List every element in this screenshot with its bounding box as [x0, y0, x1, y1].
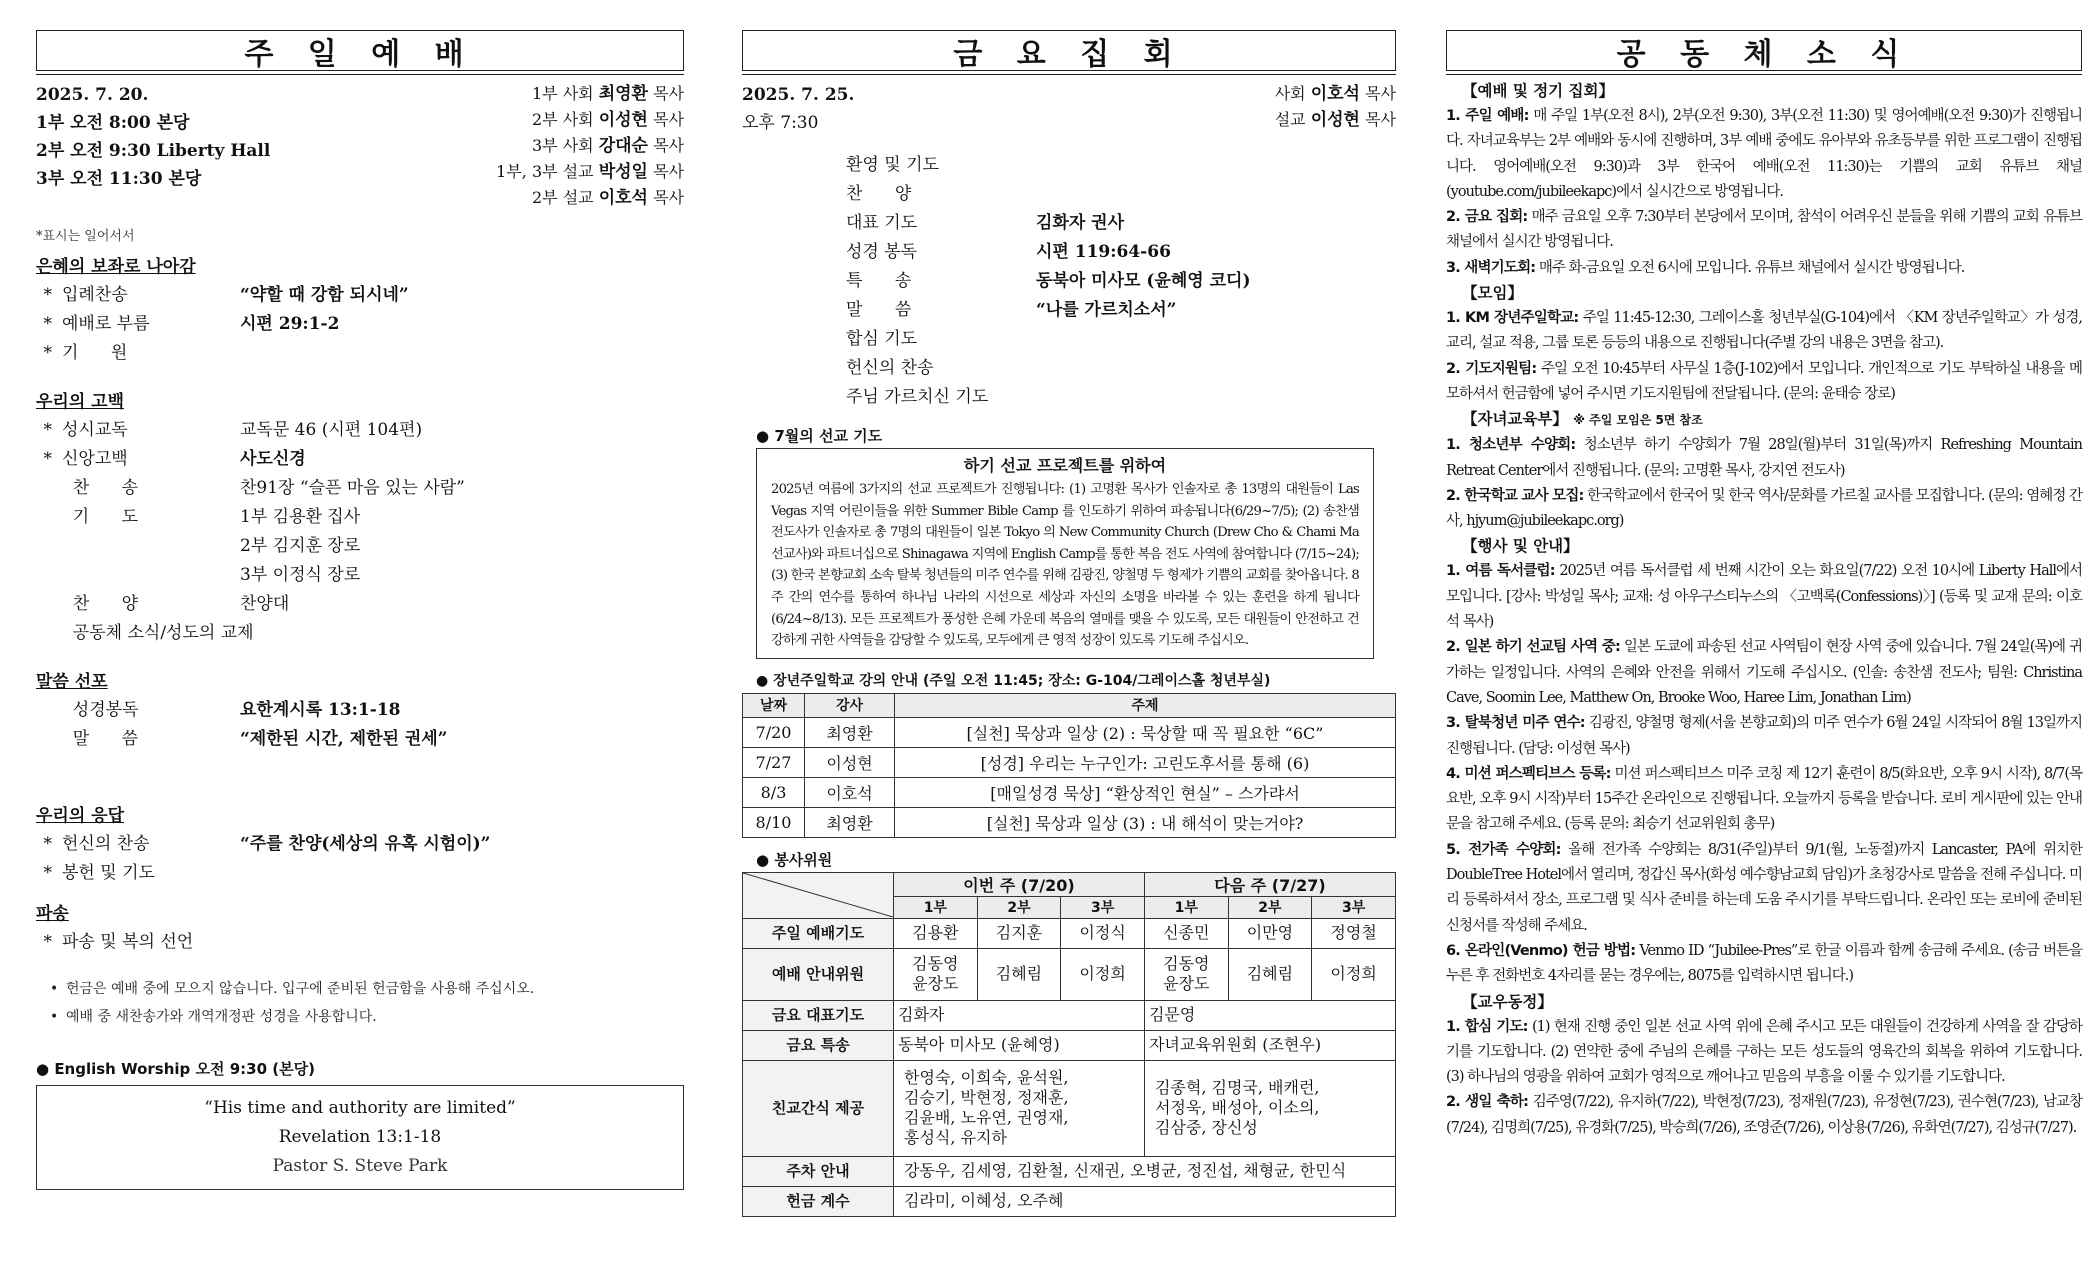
order-item: 3부 이정식 장로	[240, 565, 361, 585]
section-note: ※ 주일 모임은 5면 참조	[1573, 413, 1703, 428]
order-item: 찬 양 찬양대	[62, 594, 290, 614]
order-item: * 파송 및 복의 선언	[43, 932, 194, 952]
lecture-heading: ● 장년주일학교 강의 안내 (주일 오전 11:45; 장소: G-104/그레이스홀 청년부실)	[756, 669, 1396, 693]
order-item: * 입례찬송 “약할 때 강함 되시네”	[43, 285, 409, 305]
english-worship-box	[36, 1085, 684, 1190]
friday-order-item: 환영 및 기도	[846, 155, 939, 175]
table-row: 금요 대표기도 김화자 김문영	[743, 1000, 1396, 1030]
mission-box-wrap	[742, 448, 1396, 659]
news-item: 2. 생일 축하: 김주영(7/22), 유지하(7/22), 박현정(7/23), 정재원(7/23), 유정현(7/23), 권수현(7/23), 남교창(7/24), 김명희(7/25), 유경화(7/25), 박승희(7/26), 조영준(7/26), 이상용(7/26), 유화연(7/27), 김성규(7/27).	[1446, 1094, 2082, 1136]
order-item: 공동체 소식/성도의 교제	[62, 623, 254, 643]
friday-order-item: 성경 봉독 시편 119:64-66	[846, 242, 1171, 262]
table-row: 예배 안내위원 김동영 윤장도 김혜림 이정희 김동영 윤장도 김혜림 이정희	[743, 948, 1396, 1000]
friday-time: 오후 7:30	[742, 113, 819, 133]
order-item: * 헌신의 찬송 “주를 찬양(세상의 유혹 시험이)”	[43, 834, 491, 854]
order-section	[36, 388, 684, 648]
friday-meeting-title: 금 요 집 회	[742, 30, 1396, 71]
volunteers	[742, 848, 1396, 872]
column-header: 날짜	[743, 693, 805, 717]
lecture-table	[742, 693, 1396, 838]
table-row: 7/20 최영환 [실천] 묵상과 일상 (2) : 묵상할 때 꼭 필요한 “6C”	[743, 717, 1396, 747]
english-pastor: Pastor S. Steve Park	[272, 1156, 448, 1176]
service-header: 2부	[977, 896, 1061, 918]
service-time-2: 2부 오전 9:30 Liberty Hall	[36, 141, 271, 161]
news-item: 6. 온라인(Venmo) 헌금 방법: Venmo ID “Jubilee-Pres”로 한글 이름과 함께 송금해 주세요. (송금 버튼을 누른 후 전화번호 4자리를 묻는 경우에는, 8075를 입력하시면 됩니다.)	[1446, 942, 2082, 985]
section-heading: 우리의 응답	[36, 806, 125, 826]
lecture-schedule	[742, 669, 1396, 693]
section-heading: 파송	[36, 904, 69, 924]
sunday-worship-title: 주 일 예 배	[36, 30, 684, 71]
order-item: 기 도 1부 김용환 집사	[62, 507, 361, 527]
news-section-heading: 【행사 및 안내】	[1462, 537, 1579, 556]
friday-meeting-column	[742, 30, 1396, 1217]
friday-order-item: 특 송 동북아 미사모 (윤혜영 코디)	[846, 271, 1251, 291]
diagonal-header-cell	[743, 872, 894, 918]
order-item: * 예배로 부름 시편 29:1-2	[43, 314, 340, 334]
news-item: 2. 일본 하기 선교팀 사역 중: 일본 도쿄에 파송된 선교 사역팀이 현장 사역 중에 있습니다. 7월 24일(목)에 귀가하는 일정입니다. 사역의 은혜와 안전을 위해서 기도해 주십시오. (인솔: 송찬샘 전도사; 팀원: Christina Cave, Soomin Lee, Matthew On, Brooke Woo, Haree Lim, Jonathan Lim)	[1446, 639, 2082, 706]
order-item: * 성시교독 교독문 46 (시편 104편)	[43, 420, 423, 440]
news-section-heading: 【자녀교육부】 ※ 주일 모임은 5면 참조	[1462, 410, 1703, 429]
service-header: 2부	[1228, 896, 1312, 918]
friday-order	[742, 151, 1396, 412]
table-row: 주일 예배기도 김용환 김지훈 이정식 신종민 이만영 정영철	[743, 918, 1396, 948]
friday-date: 2025. 7. 25.	[742, 85, 855, 105]
news-section-heading: 【예배 및 정기 집회】	[1462, 82, 1615, 100]
stand-note: *표시는 일어서서	[36, 229, 135, 244]
section-heading: 말씀 선포	[36, 672, 108, 692]
minister-row: 1부, 3부 설교 박성일 목사	[496, 162, 684, 182]
community-news-column	[1446, 30, 2082, 1141]
section-heading: 우리의 고백	[36, 392, 125, 412]
order-item: 말 씀 “제한된 시간, 제한된 권세”	[62, 729, 448, 749]
order-section	[36, 253, 684, 368]
mission-prayer-heading: ● 7월의 선교 기도	[756, 424, 1396, 448]
news-item: 1. KM 장년주일학교: 주일 11:45-12:30, 그레이스홀 청년부실(G-104)에서 〈KM 장년주일학교〉가 성경, 교리, 설교 적용, 그룹 토론 등등의 내용으로 진행됩니다(주별 강의 내용은 3면을 참고).	[1446, 310, 2082, 352]
friday-minister-list	[1275, 81, 1396, 137]
minister-row: 1부 사회 최영환 목사	[531, 84, 684, 104]
order-item: * 신앙고백 사도신경	[43, 449, 306, 469]
table-row: 7/27 이성현 [성경] 우리는 누구인가: 고린도후서를 통해 (6)	[743, 747, 1396, 777]
friday-order-item: 합심 기도	[846, 329, 918, 349]
mission-prayer	[742, 424, 1396, 448]
table-row: 8/10 최영환 [실천] 묵상과 일상 (3) : 내 해석이 맞는거야?	[743, 807, 1396, 837]
community-news-title: 공 동 체 소 식	[1446, 30, 2082, 71]
note-item: • 헌금은 예배 중에 모으지 않습니다. 입구에 준비된 헌금함을 사용해 주십시오.	[36, 975, 684, 1003]
service-header: 3부	[1061, 896, 1145, 918]
news-body	[1446, 79, 2082, 1141]
minister-row: 사회 이호석 목사	[1274, 84, 1396, 104]
this-week-header: 이번 주 (7/20)	[894, 872, 1145, 896]
service-time-3: 3부 오전 11:30 본당	[36, 169, 202, 189]
mission-box-body: 2025년 여름에 3가지의 선교 프로젝트가 진행됩니다: (1) 고명환 목사가 인솔자로 총 13명의 대원들이 Las Vegas 지역 어린이들을 위한 Summer Bible Camp 를 인도하기 위하여 파송됩니다(6/29~7/5); (2) 송찬샘 전도사가 인솔자로 총 7명의 대원들이 일본 Tokyo 의 New Community Church (Drew Cho & Chami Ma 선교사)와 파트너십으로 Shinagawa 지역에 English Camp를 통한 복음 전도 사역에 참여합니다 (7/15~24); (3) 한국 본향교회 소속 탈북 청년들의 미주 연수를 위해 김광진, 양철명 두 형제가 기쁨의 교회를 찾아옵니다. 8주 간의 연수를 통하여 하나님 나라의 시선으로 세상과 자신의 소명을 바라볼 수 있는 훈련을 하게 됩니다 (6/24~8/13). 모든 프로젝트가 풍성한 은혜 가운데 복음의 열매를 맺을 수 있도록, 모든 대원들이 안전하고 건강하게 귀한 사역들을 감당할 수 있도록, 모두에게 큰 영적 성장이 있도록 기도해 주십시오.	[771, 482, 1359, 649]
news-item: 1. 주일 예배: 매 주일 1부(오전 8시), 2부(오전 9:30), 3부(오전 11:30) 및 영어예배(오전 9:30)가 진행됩니다. 자녀교육부는 2부 예배와 동시에 진행하며, 3부 예배 중에도 유아부와 유초등부를 위한 프로그램이 진행됩니다. 영어예배(오전 9:30)과 3부 한국어 예배(오전 11:30)는 기쁨의 교회 유튜브 채널(youtube.com/jubileekapc)에서 실시간으로 방영됩니다.	[1446, 108, 2082, 200]
table-row: 금요 특송 동북아 미사모 (윤혜영) 자녀교육위원회 (조현우)	[743, 1030, 1396, 1060]
volunteers-table	[742, 872, 1396, 1217]
service-header: 1부	[1144, 896, 1228, 918]
english-worship	[36, 1057, 684, 1190]
minister-row: 3부 사회 강대순 목사	[531, 136, 684, 156]
order-section	[36, 900, 684, 957]
news-item: 2. 금요 집회: 매주 금요일 오후 7:30부터 본당에서 모이며, 참석이 어려우신 분들을 위해 기쁨의 교회 유튜브 채널에서 실시간 방영됩니다.	[1446, 209, 2082, 251]
section-heading: 은혜의 보좌로 나아감	[36, 257, 196, 277]
service-header: 3부	[1312, 896, 1396, 918]
column-header: 강사	[805, 693, 895, 717]
news-item: 3. 탈북청년 미주 연수: 김광진, 양철명 형제(서울 본향교회)의 미주 연수가 6월 24일 시작되어 8월 13일까지 진행됩니다. (담당: 이성현 목사)	[1446, 715, 2082, 757]
worship-date: 2025. 7. 20.	[36, 85, 149, 105]
news-item: 5. 전가족 수양회: 올해 전가족 수양회는 8/31(주일)부터 9/1(월, 노동절)까지 Lancaster, PA에 위치한 DoubleTree Hotel에서 열리며, 정갑신 목사(화성 예수향남교회 담임)가 초청강사로 말씀을 전해 주십니다. 미리 등록하셔서 장소, 프로그램 및 식사 준비를 하는데 도움 주시기를 부탁드립니다. 온라인 또는 로비에 준비된 신청서를 작성해 주세요.	[1446, 841, 2083, 934]
minister-row: 2부 사회 이성현 목사	[531, 110, 684, 130]
worship-notes	[36, 975, 684, 1031]
friday-order-item: 대표 기도 김화자 권사	[846, 213, 1125, 233]
english-worship-heading: ● English Worship 오전 9:30 (본당)	[36, 1057, 684, 1081]
news-item: 1. 여름 독서클럽: 2025년 여름 독서클럽 세 번째 시간이 오는 화요일(7/22) 오전 10시에 Liberty Hall에서 모입니다. [강사: 박성일 목사; 교재: 성 아우구스티누스의 〈고백록(Confessions)〉] (등록 및 교재 문의: 이호석 목사)	[1446, 563, 2083, 631]
mission-box-title: 하기 선교 프로젝트를 위하여	[963, 456, 1167, 475]
order-item: * 봉헌 및 기도	[43, 863, 155, 883]
friday-order-item: 주님 가르치신 기도	[846, 387, 989, 407]
news-item: 2. 한국학교 교사 모집: 한국학교에서 한국어 및 한국 역사/문화를 가르칠 교사를 모집합니다. (문의: 염혜정 간사, hjyum@jubileekapc.org)	[1446, 487, 2082, 530]
sunday-worship-column	[36, 30, 684, 1190]
news-item: 1. 합심 기도: (1) 현재 진행 중인 일본 선교 사역 위에 은혜 주시고 모든 대원들이 건강하게 사역을 잘 감당하기를 기도합니다. (2) 연약한 중에 주님의 은혜를 구하는 모든 성도들의 영육간의 회복을 위하여 기도합니다. (3) 하나님의 영광을 위하여 교회가 영적으로 깨어나고 믿음의 부흥을 이룰 수 있기를 기도합니다.	[1446, 1018, 2082, 1086]
table-row: 주차 안내 강동우, 김세영, 김환철, 신재권, 오병균, 정진섭, 채형균, 한민식	[743, 1156, 1396, 1186]
service-time-1: 1부 오전 8:00 본당	[36, 113, 190, 133]
friday-header-info	[742, 81, 1396, 137]
news-item: 4. 미션 퍼스펙티브스 등록: 미션 퍼스펙티브스 미주 코칭 제 12기 훈련이 8/5(화요반, 오후 9시 시작), 8/7(목요반, 오후 9시 시작)부터 15주간 온라인으로 진행됩니다. 오늘까지 등록을 받습니다. 로비 게시판에 있는 안내문을 참고해 주세요. (등록 문의: 최승기 선교위원회 총무)	[1446, 765, 2083, 833]
news-item: 2. 기도지원팀: 주일 오전 10:45부터 사무실 1층(J-102)에서 모입니다. 개인적으로 기도 부탁하실 내용을 메모하셔서 헌금함에 넣어 주시면 기도지원팀에 전달됩니다. (문의: 윤태승 장로)	[1446, 360, 2082, 402]
table-row: 헌금 계수 김라미, 이혜성, 오주혜	[743, 1186, 1396, 1216]
order-item: 찬 송 찬91장 “슬픈 마음 있는 사람”	[62, 478, 465, 498]
diagonal-line	[743, 873, 893, 917]
column-header: 주제	[895, 693, 1396, 717]
volunteers-heading: ● 봉사위원	[756, 848, 1396, 872]
table-row: 친교간식 제공 한영숙, 이희숙, 윤석원, 김승기, 박현정, 정재훈, 김윤배, 노유연, 권영재, 홍성식, 유지하 김종혁, 김명국, 배캐런, 서정욱, 배성아, 이소의, 김삼중, 장신성	[743, 1060, 1396, 1156]
order-item: * 기 원	[43, 343, 128, 363]
friday-order-item: 헌신의 찬송	[846, 358, 934, 378]
order-item: 성경봉독 요한계시록 13:1-18	[62, 700, 401, 720]
minister-row: 2부 설교 이호석 목사	[531, 188, 684, 208]
news-section-heading: 【교우동정】	[1462, 992, 1553, 1011]
note-item: • 예배 중 새찬송가와 개역개정판 성경을 사용합니다.	[36, 1003, 684, 1031]
service-header: 1부	[894, 896, 978, 918]
minister-row: 설교 이성현 목사	[1274, 110, 1396, 130]
mission-prayer-box	[756, 448, 1374, 659]
order-section	[36, 802, 684, 888]
table-row: 8/3 이호석 [매일성경 묵상] “환상적인 현실” – 스가랴서	[743, 777, 1396, 807]
friday-order-item: 말 씀 “나를 가르치소서”	[846, 300, 1177, 320]
worship-header-info	[36, 81, 684, 211]
friday-order-item: 찬 양	[846, 184, 912, 204]
order-item: 2부 김지훈 장로	[240, 536, 361, 556]
news-item: 1. 청소년부 수양회: 청소년부 하기 수양회가 7월 28일(월)부터 31일(목)까지 Refreshing Mountain Retreat Center에서 진행됩니다. (문의: 고명환 목사, 강지연 전도사)	[1446, 437, 2082, 479]
next-week-header: 다음 주 (7/27)	[1144, 872, 1395, 896]
order-section	[36, 668, 684, 754]
news-section-heading: 【모임】	[1462, 284, 1523, 303]
english-scripture: Revelation 13:1-18	[278, 1127, 442, 1147]
english-sermon-title: “His time and authority are limited”	[204, 1098, 516, 1118]
minister-list	[496, 81, 684, 211]
news-item: 3. 새벽기도회: 매주 화-금요일 오전 6시에 모입니다. 유튜브 채널에서 실시간 방영됩니다.	[1446, 259, 1965, 276]
